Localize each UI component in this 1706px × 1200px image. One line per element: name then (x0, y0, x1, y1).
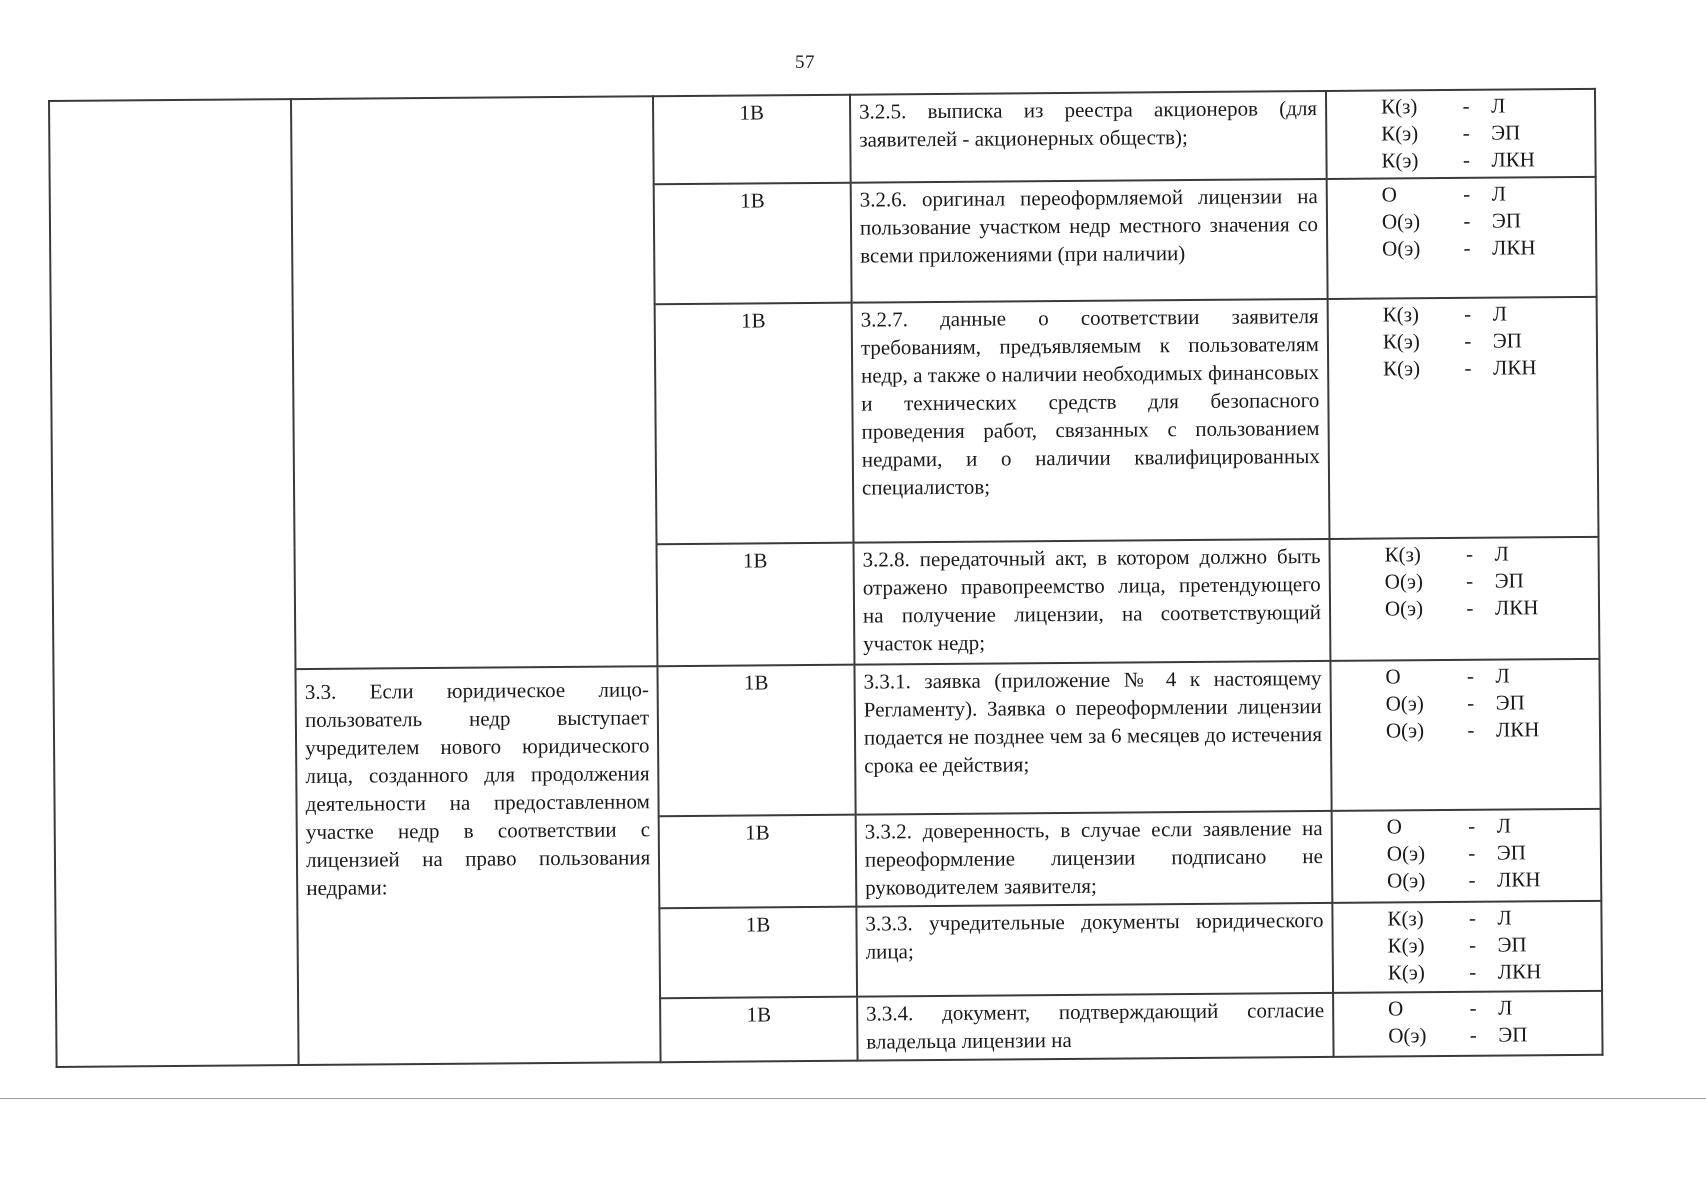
page-number: 57 (795, 52, 815, 73)
submission-conditions-cell (1332, 901, 1602, 993)
document-description-cell: 3.2.7. данные о соответствии заявителя требованиям, предъявляемым к пользователям недр, а также о наличии необходимых финансовых и технических средств для безопасного проведения работ, связанных с пользованием недрами, и о наличии квалифицированных специалистов; (852, 299, 1330, 543)
condition-line: К(э) - ЛКН (1382, 355, 1537, 381)
doc-code-cell: 1В (655, 303, 853, 545)
submission-conditions-cell (1330, 659, 1600, 811)
condition-line: К(э) - ЭП (1382, 328, 1522, 354)
condition-line: К(з) - Л (1382, 301, 1507, 327)
document-description-cell: 3.2.5. выписка из реестра акционеров (для заявителей - акционерных обществ); (850, 91, 1327, 183)
document-description-cell: 3.2.6. оригинал переоформляемой лицензии на пользование участком недр местного значения со всеми приложениями (при наличии) (851, 179, 1328, 303)
doc-code-cell: 1В (654, 183, 852, 305)
condition-line: К(э) - ЛКН (1381, 147, 1535, 173)
condition-line: О(э) - ЛКН (1382, 235, 1536, 261)
submission-conditions-cell (1333, 991, 1603, 1057)
condition-line: К(э) - ЛКН (1387, 959, 1542, 985)
condition-line: О(э) - ЛКН (1385, 717, 1540, 743)
condition-line: О(э) - ЛКН (1384, 595, 1539, 621)
condition-line: О - Л (1386, 813, 1512, 839)
submission-conditions-cell (1328, 297, 1599, 539)
section-heading-cell-empty (291, 96, 658, 669)
condition-line: О(э) - ЭП (1386, 840, 1527, 866)
doc-code-cell: 1В (657, 543, 855, 667)
document-description-cell: 3.3.2. доверенность, в случае если заявление на переоформление лицензии подписано не руководителем заявителя; (856, 811, 1333, 907)
condition-line: О - Л (1381, 181, 1507, 207)
document-description-cell: 3.2.8. передаточный акт, в котором должно быть отражено правопреемство лица, претендующего на получение лицензии, на соответствующий участок недр; (853, 539, 1330, 665)
condition-line: О - Л (1385, 663, 1510, 689)
condition-line: О(э) - ЛКН (1386, 867, 1541, 893)
submission-conditions-cell (1332, 809, 1602, 903)
document-description-cell: 3.3.3. учредительные документы юридического лица; (856, 903, 1333, 997)
condition-line: К(э) - ЭП (1381, 120, 1521, 146)
submission-conditions-cell (1327, 177, 1597, 299)
doc-code-cell: 1В (653, 95, 850, 185)
requirements-table (48, 88, 1604, 1068)
condition-line: К(э) - ЭП (1387, 932, 1527, 958)
condition-line: О(э) - ЭП (1388, 1022, 1528, 1048)
doc-code-cell: 1В (658, 665, 856, 817)
doc-code-cell: 1В (660, 997, 857, 1063)
condition-line: О - Л (1388, 995, 1513, 1021)
doc-code-cell: 1В (660, 907, 857, 999)
submission-conditions-cell (1326, 89, 1596, 179)
doc-code-cell: 1В (659, 815, 856, 909)
document-sheet (48, 88, 1604, 1100)
condition-line: О(э) - ЭП (1385, 690, 1525, 716)
submission-conditions-cell (1329, 537, 1599, 661)
document-description-cell: 3.3.4. документ, подтверждающий согласие владельца лицензии на (857, 993, 1333, 1061)
condition-line: О(э) - ЭП (1381, 208, 1522, 234)
condition-line: К(з) - Л (1384, 541, 1509, 567)
table-row (49, 89, 1596, 189)
scan-bottom-edge (0, 1098, 1706, 1099)
document-description-cell: 3.3.1. заявка (приложение № 4 к настоящему Регламенту). Заявка о переоформлении лицензии подается не позднее чем за 6 месяцев до истечения срока ее действия; (854, 661, 1331, 815)
first-column-blank-cell (49, 99, 299, 1067)
condition-line: О(э) - ЭП (1384, 568, 1524, 594)
condition-line: К(з) - Л (1380, 93, 1506, 119)
section-heading-3-3: 3.3. Если юридическое лицо-пользователь недр выступает учредителем нового юридического лица, созданного для продолжения деятельности на предоставленном участке недр в соответствии с лицензией на право пользования недрами: (296, 666, 661, 1065)
condition-line: К(з) - Л (1387, 905, 1512, 931)
